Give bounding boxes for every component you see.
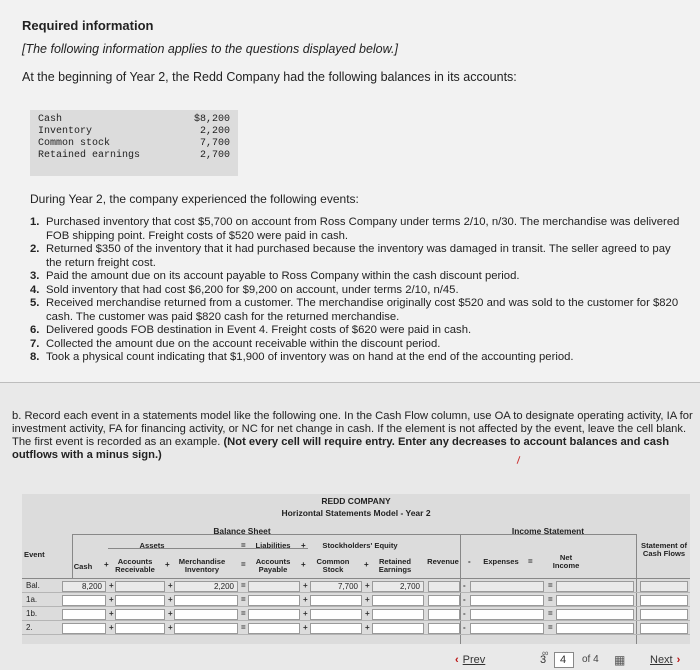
equity-header: Stockholders' Equity — [322, 541, 398, 550]
events-intro: During Year 2, the company experienced the following events: — [30, 192, 359, 206]
accounts-payable-header: Accounts Payable — [255, 557, 291, 574]
cash-input[interactable] — [62, 623, 106, 634]
grid-icon[interactable]: ▦ — [614, 653, 626, 667]
expenses-input[interactable] — [470, 609, 544, 620]
accounts-receivable-header: Accounts Receivable — [115, 557, 155, 574]
ar-input[interactable] — [115, 609, 165, 620]
inventory-input[interactable] — [174, 623, 238, 634]
cash-flow-input[interactable] — [640, 609, 688, 620]
net-income-cell — [556, 581, 634, 592]
expenses-header: Expenses — [483, 557, 519, 566]
event-label: Bal. — [26, 581, 40, 590]
part-b-bold-note: (Not every cell will require entry. Enter any decreases to account balances and cash outflows with a minus sign.) — [12, 436, 670, 461]
common-stock-input[interactable] — [310, 609, 362, 620]
revenue-header: Revenue — [427, 557, 459, 566]
event-item: 1. Purchased inventory that cost $5,700 on account from Ross Company under terms 2/10, n/30. The merchandise was delivered FOB shipping point. Freight costs of $520 were paid in cash. — [30, 216, 680, 242]
event-label: 2. — [26, 623, 33, 632]
common-stock-input[interactable] — [310, 595, 362, 606]
cash-flow-input[interactable] — [640, 623, 688, 634]
cash-flow-input[interactable] — [640, 595, 688, 606]
assets-header: Assets — [139, 541, 165, 550]
net-income-header: Net Income — [552, 553, 580, 570]
events-list — [30, 216, 685, 365]
ap-cell — [248, 581, 300, 592]
merchandise-inventory-header: Merchandise Inventory — [178, 557, 226, 574]
expenses-input[interactable] — [470, 595, 544, 606]
cash-input[interactable] — [62, 595, 106, 606]
event-item: 8. Took a physical count indicating that $1,900 of inventory was on hand at the end of the accounting period. — [30, 351, 574, 363]
current-page-number: 4 — [560, 654, 567, 666]
balance-row: Retained earnings 2,700 — [38, 150, 230, 161]
balance-row: Inventory 2,200 — [38, 126, 230, 137]
table-row: 2. + + = + + - = — [22, 622, 690, 635]
balance-row: Cash $8,200 — [38, 114, 230, 125]
chevron-left-icon: ‹ — [455, 654, 459, 666]
info-note: [The following information applies to the questions displayed below.] — [22, 42, 398, 56]
net-income-input[interactable] — [556, 623, 634, 634]
part-b-instructions: b. Record each event in a statements model like the following one. In the Cash Flow column, use OA to designate operating activity, IA for investment activity, FA for financing activity, or NC for net change in cash. If the element is not affected by the event, leave the cell blank. The first event is recorded as an example. (Not every cell will require entry. Enter any decreases to account balances and cash outflows with a minus sign.) — [12, 410, 693, 461]
ar-input[interactable] — [115, 623, 165, 634]
ap-input[interactable] — [248, 623, 300, 634]
revenue-input[interactable] — [428, 609, 460, 620]
balance-row: Common stock 7,700 — [38, 138, 230, 149]
cash-cell: 8,200 — [62, 581, 106, 592]
table-row: 1b. + + = + + - = — [22, 608, 690, 621]
common-stock-header: Common Stock — [316, 557, 350, 574]
retained-earnings-input[interactable] — [372, 623, 424, 634]
infinity-icon: ∞ — [542, 648, 549, 658]
retained-earnings-input[interactable] — [372, 609, 424, 620]
event-item: 6. Delivered goods FOB destination in Event 4. Freight costs of $620 were paid in cash. — [30, 324, 472, 336]
next-button[interactable]: Next › — [650, 654, 681, 666]
cash-header: Cash — [73, 562, 93, 571]
revenue-input[interactable] — [428, 595, 460, 606]
chevron-right-icon: › — [676, 654, 681, 666]
cash-input[interactable] — [62, 609, 106, 620]
revenue-cell — [428, 581, 460, 592]
retained-earnings-header: Retained Earnings — [378, 557, 412, 574]
common-stock-input[interactable] — [310, 623, 362, 634]
ap-input[interactable] — [248, 595, 300, 606]
intro-text: At the beginning of Year 2, the Redd Company had the following balances in its accounts: — [22, 70, 517, 84]
revenue-input[interactable] — [428, 623, 460, 634]
retained-earnings-cell: 2,700 — [372, 581, 424, 592]
event-item: 4. Sold inventory that had cost $6,200 for $9,200 on account, under terms 2/10, n/45. — [30, 283, 459, 296]
event-item: 7. Collected the amount due on the account receivable within the discount period. — [30, 337, 441, 350]
expenses-cell — [470, 581, 544, 592]
income-statement-header: Income Statement — [511, 526, 585, 536]
page-3-link[interactable]: 3 — [540, 654, 547, 666]
net-income-input[interactable] — [556, 609, 634, 620]
event-label: 1b. — [26, 609, 38, 618]
event-item: 5. Received merchandise returned from a customer. The merchandise originally cost $520 and was sold to the customer for $820 cash. The customer was paid $820 cash for the returned merchandise. — [30, 297, 679, 323]
cash-flow-cell — [640, 581, 688, 592]
inventory-input[interactable] — [174, 609, 238, 620]
required-information-title: Required information — [22, 18, 154, 33]
inventory-input[interactable] — [174, 595, 238, 606]
page-total: of 4 — [582, 654, 599, 665]
table-row: Bal. 8,200 + + 2,200 = + 7,700 + 2,700 - = — [22, 580, 690, 593]
liabilities-header: Liabilities — [255, 541, 291, 550]
model-subtitle: Horizontal Statements Model - Year 2 — [281, 508, 431, 518]
pagination-bar — [0, 648, 700, 670]
event-item: 3. Paid the amount due on its account payable to Ross Company within the cash discount period. — [30, 270, 520, 282]
event-item: 2. Returned $350 of the inventory that it had purchased because the inventory was damaged in transit. The seller agreed to pay the return freight cost. — [30, 243, 671, 269]
expenses-input[interactable] — [470, 623, 544, 634]
ar-cell — [115, 581, 165, 592]
event-label: 1a. — [26, 595, 38, 604]
model-company: REDD COMPANY — [321, 496, 391, 506]
net-income-input[interactable] — [556, 595, 634, 606]
inventory-cell: 2,200 — [174, 581, 238, 592]
common-stock-cell: 7,700 — [310, 581, 362, 592]
table-row: 1a. + + = + + - = — [22, 594, 690, 607]
ar-input[interactable] — [115, 595, 165, 606]
retained-earnings-input[interactable] — [372, 595, 424, 606]
event-header: Event — [24, 550, 45, 559]
ap-input[interactable] — [248, 609, 300, 620]
statements-model: REDD COMPANY Horizontal Statements Model - Year 2 Balance Sheet Income Statement Statement of Cash Flows Event Assets = Liabilities + Stockholders' Equity Cash + Accounts Receivable + Merchandise Inventory = Accounts Payable + Common Stock + Retained Earnings Revenue - Expenses = Net Income Bal. 8,200 + + 2,200 = + 7,700 + 2,700 - = 1a. + + = + + - = 1b. + + = + + - = 2. + + = + + - = — [22, 494, 690, 644]
section-divider — [0, 382, 700, 383]
cash-flow-header: Statement of Cash Flows — [641, 541, 687, 558]
beginning-balances-box — [30, 110, 238, 176]
prev-button[interactable]: ‹ Prev — [455, 654, 486, 666]
balance-sheet-header: Balance Sheet — [213, 526, 271, 536]
